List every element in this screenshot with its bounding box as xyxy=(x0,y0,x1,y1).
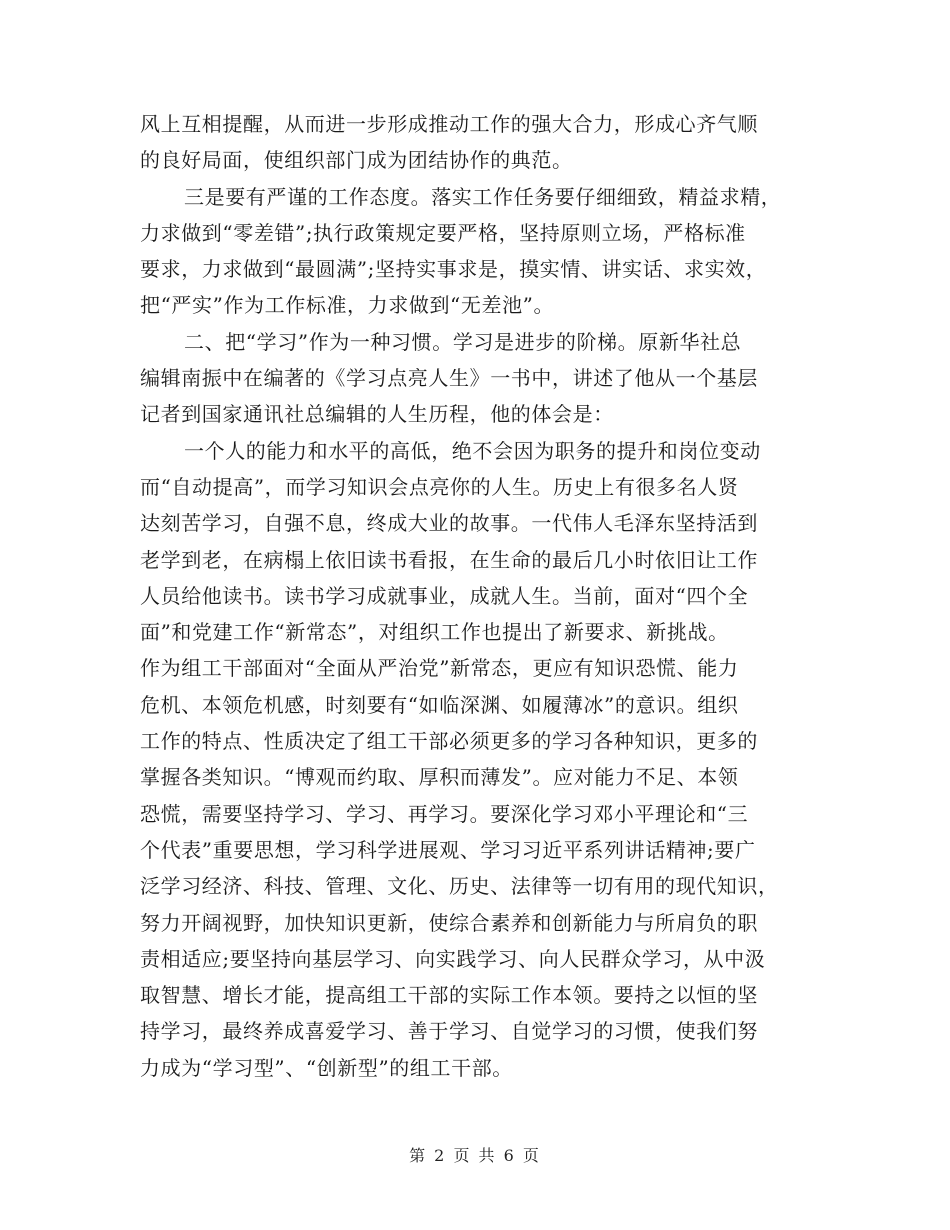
document-body xyxy=(140,106,810,1086)
text-line: 编辑南振中在编著的《学习点亮人生》一书中，讲述了他从一个基层 xyxy=(140,366,758,391)
text-line: 掌握各类知识。“博观而约取、厚积而薄发”。应对能力不足、本领 xyxy=(140,765,739,790)
text-line: 力求做到“零差错”;执行政策规定要严格，坚持原则立场，严格标准 xyxy=(140,220,746,245)
text-line: 努力开阔视野，加快知识更新，使综合素养和创新能力与所肩负的职 xyxy=(140,910,758,935)
text-line: 人员给他读书。读书学习成就事业，成就人生。当前，面对“四个全 xyxy=(140,583,749,608)
text-line: 要求，力求做到“最圆满”;坚持实事求是，摸实情、讲实话、求实效， xyxy=(140,257,767,282)
text-line: 危机、本领危机感，时刻要有“如临深渊、如履薄冰”的意识。组织 xyxy=(140,692,739,717)
text-line: 泛学习经济、科技、管理、文化、历史、法律等一切有用的现代知识， xyxy=(140,874,779,899)
text-line: 三是要有严谨的工作态度。落实工作任务要仔细细致，精益求精， xyxy=(184,184,782,209)
page-footer: 第 2 页 共 6 页 xyxy=(409,1146,541,1165)
text-line: 风上互相提醒，从而进一步形成推动工作的强大合力，形成心齐气顺 xyxy=(140,112,758,136)
text-line: 责相适应;要坚持向基层学习、向实践学习、向人民群众学习，从中汲 xyxy=(140,946,766,971)
text-line: 恐慌，需要坚持学习、学习、再学习。要深化学习邓小平理论和“三 xyxy=(140,801,749,826)
text-line: 记者到国家通讯社总编辑的人生历程，他的体会是： xyxy=(140,402,614,427)
text-line: 而“自动提高”，而学习知识会点亮你的人生。历史上有很多名人贤 xyxy=(140,474,739,499)
text-line: 一个人的能力和水平的高低，绝不会因为职务的提升和岗位变动 xyxy=(184,438,761,463)
text-line: 持学习，最终养成喜爱学习、善于学习、自觉学习的习惯，使我们努 xyxy=(140,1019,758,1044)
text-line: 力成为“学习型”、“创新型”的组工干部。 xyxy=(140,1055,513,1080)
text-line: 的良好局面，使组织部门成为团结协作的典范。 xyxy=(140,148,573,173)
text-line: 个代表”重要思想，学习科学进展观、学习习近平系列讲话精神;要广 xyxy=(140,837,756,862)
text-line: 达刻苦学习，自强不息，终成大业的故事。一代伟人毛泽东坚持活到 xyxy=(140,511,758,536)
text-line: 工作的特点、性质决定了组工干部必须更多的学习各种知识，更多的 xyxy=(140,729,758,754)
text-line: 取智慧、增长才能，提高组工干部的实际工作本领。要持之以恒的坚 xyxy=(140,983,758,1008)
text-line: 二、把“学习”作为一种习惯。学习是进步的阶梯。原新华社总 xyxy=(184,329,742,354)
text-line: 作为组工干部面对“全面从严治党”新常态，更应有知识恐慌、能力 xyxy=(140,656,739,681)
text-line: 把“严实”作为工作标准，力求做到“无差池”。 xyxy=(140,293,555,318)
text-line: 老学到老，在病榻上依旧读书看报，在生命的最后几小时依旧让工作 xyxy=(140,547,758,572)
text-line: 面”和党建工作“新常态”，对组织工作也提出了新要求、新挑战。 xyxy=(140,620,729,645)
